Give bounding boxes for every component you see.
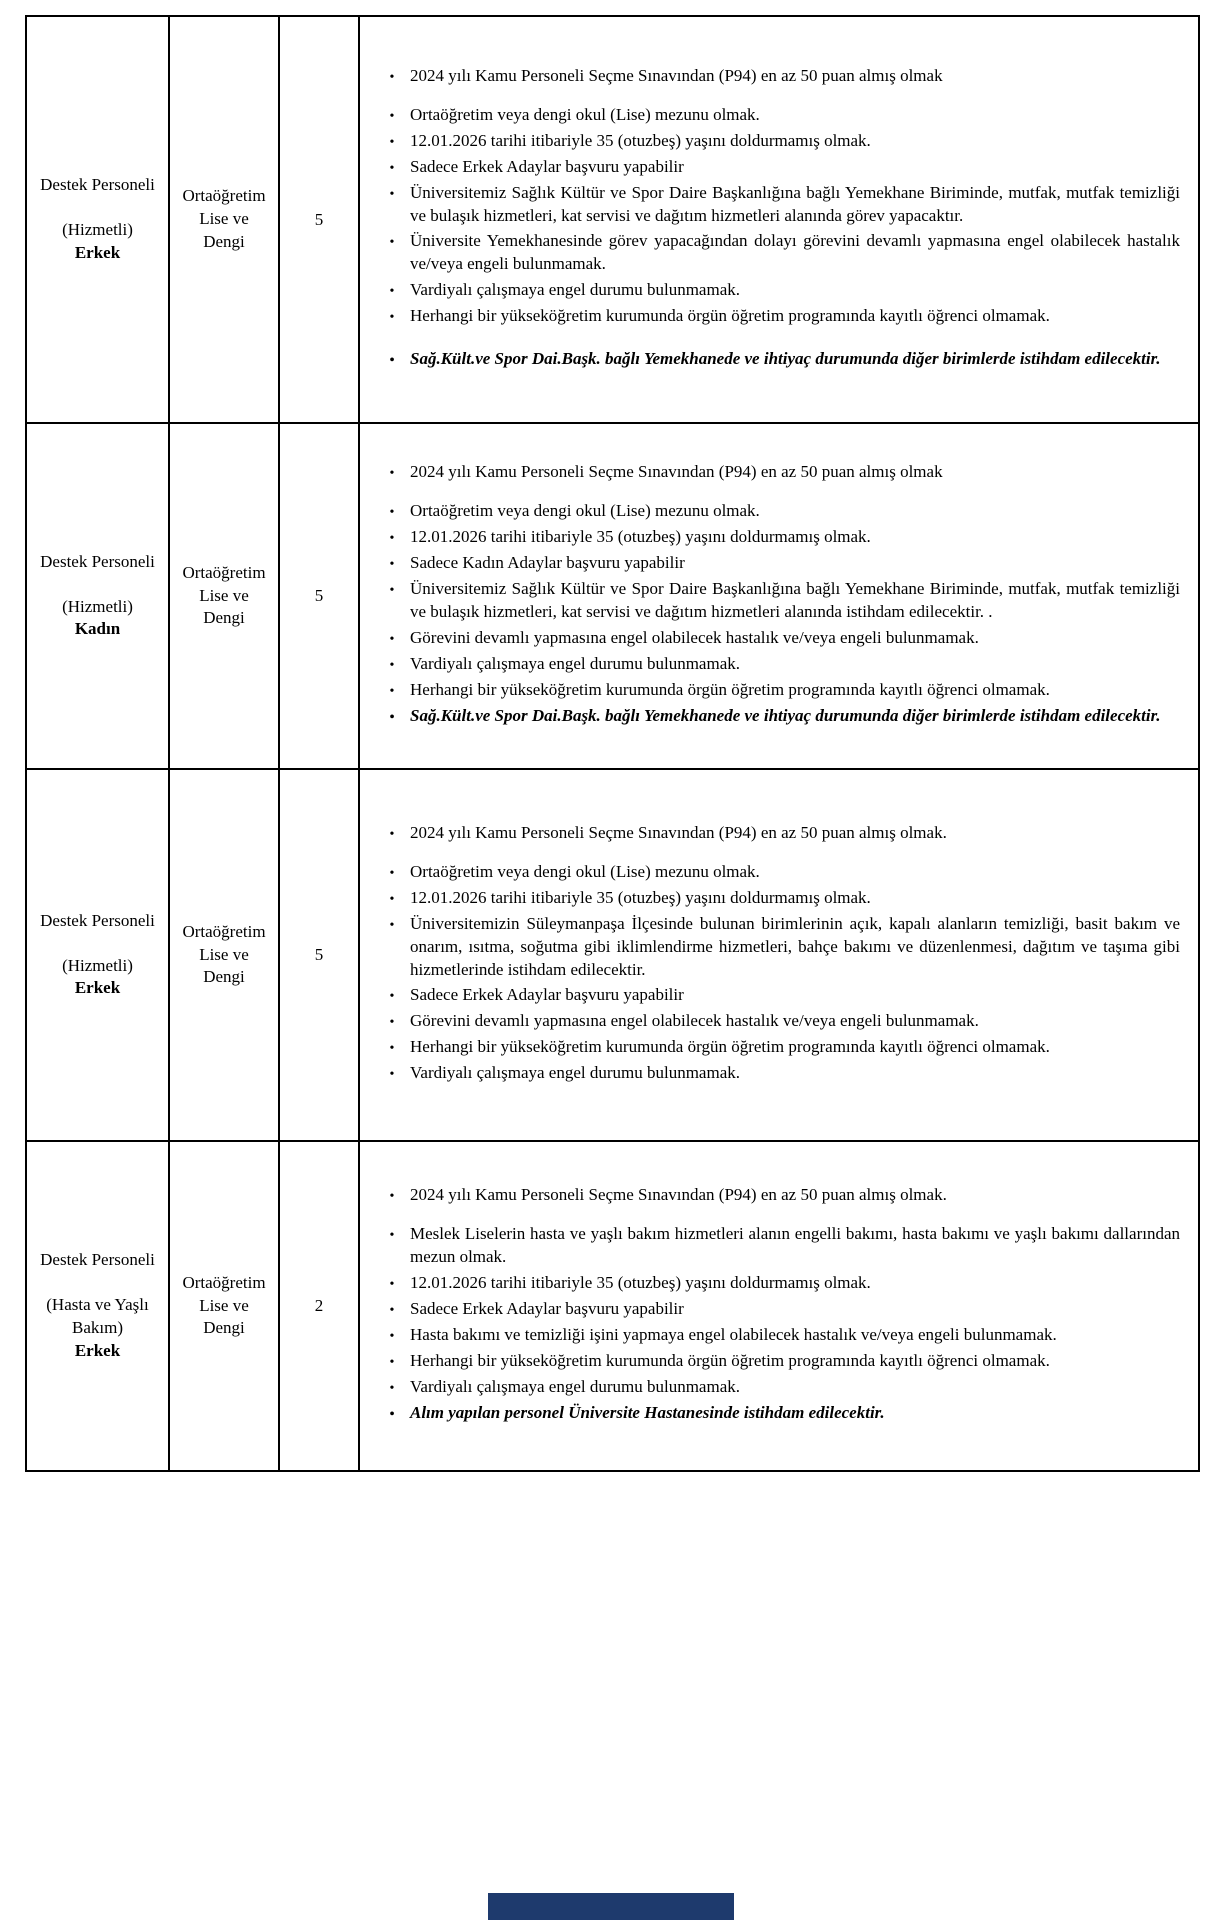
bullet-icon (374, 500, 410, 523)
bullet-icon (374, 1272, 410, 1295)
requirement-item: • Herhangi bir yükseköğretim kurumunda örgün öğretim programında kayıtlı öğrenci olmamak. (374, 679, 1184, 702)
bullet-icon (374, 1223, 410, 1269)
requirement-item: • Görevini devamlı yapmasına engel olabilecek hastalık ve/veya engeli bulunmamak. (374, 627, 1184, 650)
requirement-item: • 2024 yılı Kamu Personeli Seçme Sınavından (P94) en az 50 puan almış olmak (374, 65, 1184, 88)
requirements-cell (359, 16, 1199, 423)
position-title: Destek Personeli (40, 910, 155, 930)
requirement-item: • 12.01.2026 tarihi itibariyle 35 (otuzbeş) yaşını doldurmamış olmak. (374, 887, 1184, 910)
requirement-item: • Üniversitemizin Süleymanpaşa İlçesinde bulunan birimlerinin açık, kapalı alanların temizliği, basit bakım ve onarım, ısıtma, soğutma gibi iklimlendirme hizmetleri, bahçe bakımı ve düzenlenmesi, dağıtım ve taşıma gibi hizmetlerinde istihdam edilecektir. (374, 913, 1184, 982)
bullet-icon (374, 182, 410, 228)
bullet-icon (374, 1062, 410, 1085)
requirements-cell (359, 423, 1199, 769)
position-gender: Kadın (74, 619, 121, 639)
bullet-icon (374, 461, 410, 484)
table-row (26, 769, 1199, 1141)
spacer (39, 574, 156, 596)
bullet-icon (374, 552, 410, 575)
requirement-item: • Üniversitemiz Sağlık Kültür ve Spor Daire Başkanlığına bağlı Yemekhane Biriminde, mutfak, mutfak temizliği ve bulaşık hizmetleri, kat servisi ve dağıtım hizmetleri alanında istihdam edilecektir. . (374, 578, 1184, 624)
requirement-item: • Üniversite Yemekhanesinde görev yapacağından dolayı görevini devamlı yapmasına engel olabilecek hastalık ve/veya engeli bulunmamak. (374, 230, 1184, 276)
requirement-item: • 2024 yılı Kamu Personeli Seçme Sınavından (P94) en az 50 puan almış olmak (374, 461, 1184, 484)
table-row (26, 423, 1199, 769)
bullet-icon (374, 679, 410, 702)
position-title: Destek Personeli (40, 1250, 155, 1270)
quota-cell: 5 (279, 769, 359, 1141)
education-cell: Ortaöğretim Lise ve Dengi (169, 16, 279, 423)
position-cell (26, 769, 169, 1141)
bullet-icon (374, 1184, 410, 1207)
bullet-icon (374, 156, 410, 179)
education-cell: Ortaöğretim Lise ve Dengi (169, 1141, 279, 1471)
bullet-icon (374, 887, 410, 910)
bullet-icon (374, 1324, 410, 1347)
requirement-item: • Herhangi bir yükseköğretim kurumunda örgün öğretim programında kayıtlı öğrenci olmamak. (374, 1350, 1184, 1373)
bullet-icon (374, 130, 410, 153)
requirement-item: • Vardiyalı çalışmaya engel durumu bulunmamak. (374, 279, 1184, 302)
bullet-icon (374, 578, 410, 624)
requirements-cell (359, 769, 1199, 1141)
bullet-icon (374, 230, 410, 276)
requirement-item: • Sadece Erkek Adaylar başvuru yapabilir (374, 1298, 1184, 1321)
bullet-icon (374, 1376, 410, 1399)
requirement-item: • Ortaöğretim veya dengi okul (Lise) mezunu olmak. (374, 861, 1184, 884)
position-gender: Erkek (74, 1340, 121, 1360)
requirement-item-emphasis: • Sağ.Kült.ve Spor Dai.Başk. bağlı Yemekhanede ve ihtiyaç durumunda diğer birimlerde istihdam edilecektir. (374, 705, 1184, 728)
position-gender: Erkek (74, 978, 121, 998)
bullet-icon (374, 653, 410, 676)
bullet-icon (374, 1298, 410, 1321)
requirement-item: • Sadece Erkek Adaylar başvuru yapabilir (374, 984, 1184, 1007)
job-postings-table (25, 15, 1200, 1472)
bullet-icon (374, 348, 410, 371)
position-subtitle: (Hasta ve Yaşlı Bakım) (46, 1295, 149, 1337)
requirement-item: • 2024 yılı Kamu Personeli Seçme Sınavından (P94) en az 50 puan almış olmak. (374, 822, 1184, 845)
requirement-item: • Üniversitemiz Sağlık Kültür ve Spor Daire Başkanlığına bağlı Yemekhane Biriminde, mutfak, mutfak temizliği ve bulaşık hizmetleri, kat servisi ve dağıtım hizmetleri alanında görev yapacaktır. (374, 182, 1184, 228)
requirement-item: • Herhangi bir yükseköğretim kurumunda örgün öğretim programında kayıtlı öğrenci olmamak. (374, 1036, 1184, 1059)
position-subtitle: (Hizmetli) (62, 955, 133, 975)
requirement-item: • Ortaöğretim veya dengi okul (Lise) mezunu olmak. (374, 500, 1184, 523)
bullet-icon (374, 104, 410, 127)
spacer (39, 933, 156, 955)
requirement-item-emphasis: • Sağ.Kült.ve Spor Dai.Başk. bağlı Yemekhanede ve ihtiyaç durumunda diğer birimlerde istihdam edilecektir. (374, 348, 1184, 371)
quota-cell: 2 (279, 1141, 359, 1471)
requirement-item: • Sadece Erkek Adaylar başvuru yapabilir (374, 156, 1184, 179)
position-gender: Erkek (74, 242, 121, 262)
requirement-item: • Herhangi bir yükseköğretim kurumunda örgün öğretim programında kayıtlı öğrenci olmamak. (374, 305, 1184, 328)
bullet-icon (374, 861, 410, 884)
bullet-icon (374, 1010, 410, 1033)
requirement-item: • Vardiyalı çalışmaya engel durumu bulunmamak. (374, 1062, 1184, 1085)
table-row (26, 16, 1199, 423)
bullet-icon (374, 1350, 410, 1373)
spacer (39, 1272, 156, 1294)
bullet-icon (374, 913, 410, 982)
requirement-item-emphasis: • Alım yapılan personel Üniversite Hastanesinde istihdam edilecektir. (374, 1402, 1184, 1425)
bullet-icon (374, 1402, 410, 1425)
bullet-icon (374, 305, 410, 328)
bullet-icon (374, 705, 410, 728)
spacer (39, 197, 156, 219)
requirements-cell (359, 1141, 1199, 1471)
position-cell (26, 423, 169, 769)
bullet-icon (374, 984, 410, 1007)
bullet-icon (374, 279, 410, 302)
requirement-item: • 12.01.2026 tarihi itibariyle 35 (otuzbeş) yaşını doldurmamış olmak. (374, 130, 1184, 153)
requirement-item: • Vardiyalı çalışmaya engel durumu bulunmamak. (374, 1376, 1184, 1399)
requirement-item: • Görevini devamlı yapmasına engel olabilecek hastalık ve/veya engeli bulunmamak. (374, 1010, 1184, 1033)
education-cell: Ortaöğretim Lise ve Dengi (169, 769, 279, 1141)
bullet-icon (374, 822, 410, 845)
education-cell: Ortaöğretim Lise ve Dengi (169, 423, 279, 769)
position-subtitle: (Hizmetli) (62, 220, 133, 240)
requirement-item: • Meslek Liselerin hasta ve yaşlı bakım hizmetleri alanın engelli bakımı, hasta bakımı ve yaşlı bakımı dallarından mezun olmak. (374, 1223, 1184, 1269)
footer-banner (488, 1893, 734, 1920)
requirement-item: • 12.01.2026 tarihi itibariyle 35 (otuzbeş) yaşını doldurmamış olmak. (374, 526, 1184, 549)
bullet-icon (374, 1036, 410, 1059)
quota-cell: 5 (279, 423, 359, 769)
requirement-item: • 12.01.2026 tarihi itibariyle 35 (otuzbeş) yaşını doldurmamış olmak. (374, 1272, 1184, 1295)
requirement-item: • Hasta bakımı ve temizliği işini yapmaya engel olabilecek hastalık ve/veya engeli bulunmamak. (374, 1324, 1184, 1347)
position-subtitle: (Hizmetli) (62, 596, 133, 616)
quota-cell: 5 (279, 16, 359, 423)
requirement-item: • Sadece Kadın Adaylar başvuru yapabilir (374, 552, 1184, 575)
bullet-icon (374, 65, 410, 88)
position-cell (26, 1141, 169, 1471)
bullet-icon (374, 526, 410, 549)
bullet-icon (374, 627, 410, 650)
table-row (26, 1141, 1199, 1471)
requirement-item: • Ortaöğretim veya dengi okul (Lise) mezunu olmak. (374, 104, 1184, 127)
requirement-item: • Vardiyalı çalışmaya engel durumu bulunmamak. (374, 653, 1184, 676)
position-cell (26, 16, 169, 423)
position-title: Destek Personeli (40, 551, 155, 571)
position-title: Destek Personeli (40, 175, 155, 195)
requirement-item: • 2024 yılı Kamu Personeli Seçme Sınavından (P94) en az 50 puan almış olmak. (374, 1184, 1184, 1207)
